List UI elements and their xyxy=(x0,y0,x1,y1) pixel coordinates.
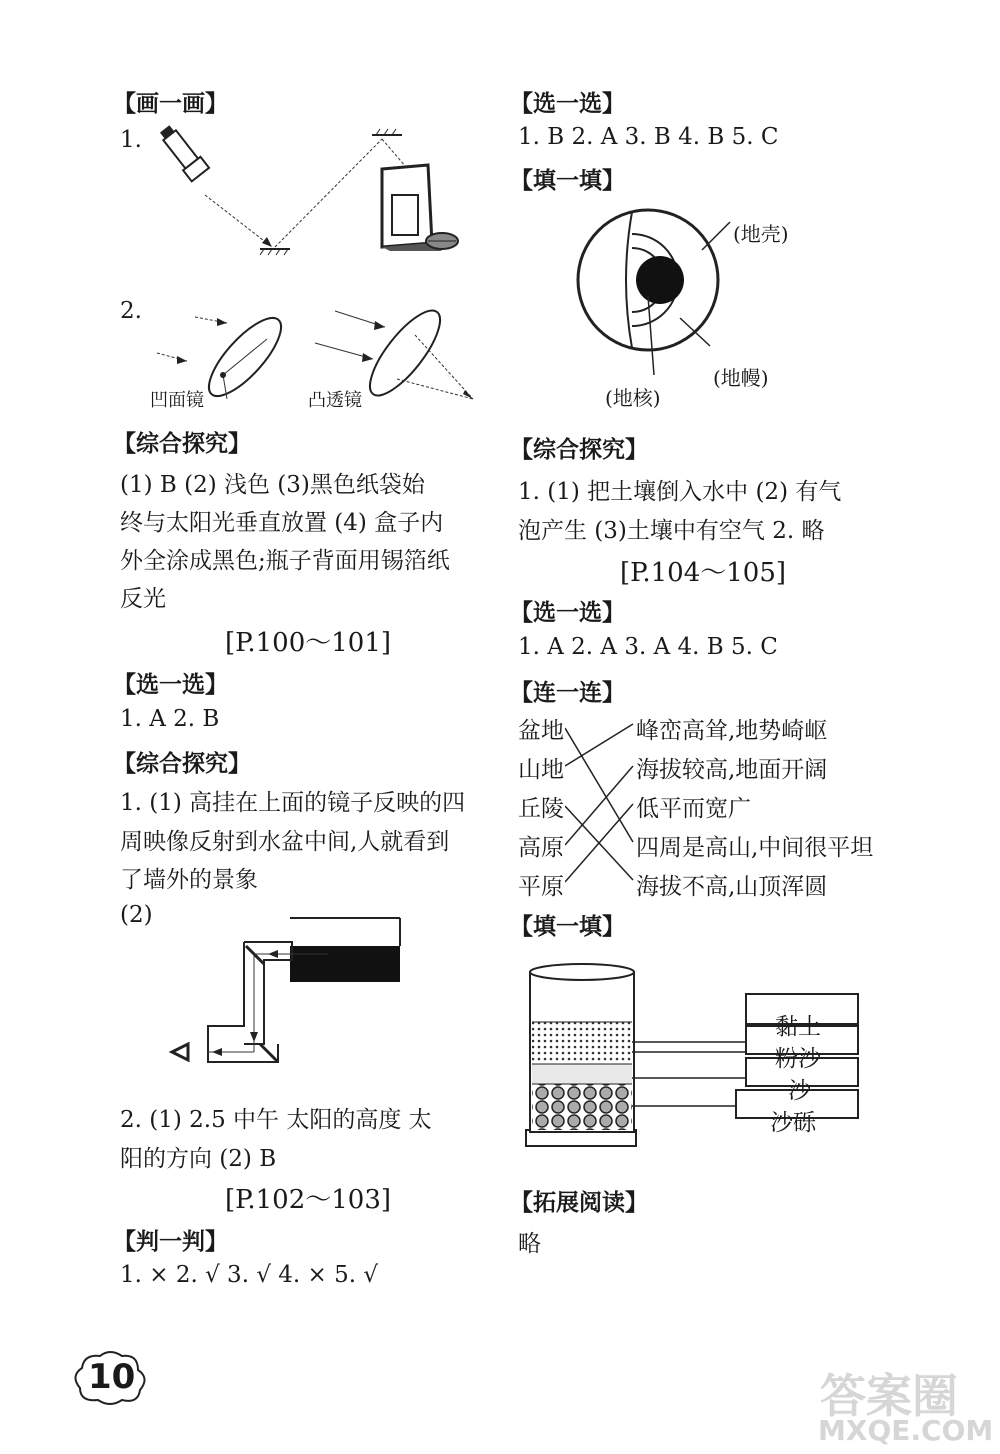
periscope-diagram xyxy=(168,912,408,1072)
heading-draw: 【画一画】 xyxy=(113,91,228,117)
reflected-ray xyxy=(275,139,382,247)
inquiry1-line-4: 反光 xyxy=(120,586,166,612)
soil-label-clay: 黏土 xyxy=(775,1014,821,1040)
judge-answers: 1. × 2. √ 3. √ 4. × 5. √ xyxy=(120,1262,379,1288)
soil-label-silt: 粉沙 xyxy=(775,1046,821,1072)
match-right-3: 低平而宽广 xyxy=(636,796,751,822)
heading-fill-right: 【填一填】 xyxy=(510,168,625,194)
inquiry2-line-3: 了墙外的景象 xyxy=(120,867,258,893)
heading-fill2-right: 【填一填】 xyxy=(510,914,625,940)
match-lines xyxy=(565,710,645,900)
inquiry1-line-1: (1) B (2) 浅色 (3)黑色纸袋始 xyxy=(120,472,425,498)
match-left-4: 高原 xyxy=(518,835,564,861)
soil-label-sand: 沙 xyxy=(788,1078,811,1104)
eye-icon xyxy=(172,1044,188,1060)
heading-choose-right: 【选一选】 xyxy=(510,91,625,117)
heading-inquiry-1: 【综合探究】 xyxy=(113,431,251,457)
inquiry1-line-2: 终与太阳光垂直放置 (4) 盒子内 xyxy=(120,510,444,536)
page-number: 10 xyxy=(88,1357,136,1397)
inquiry2-part-2: (2) xyxy=(120,902,153,928)
earth-mantle-label: (地幔) xyxy=(713,366,769,390)
heading-match: 【连一连】 xyxy=(510,680,625,706)
page-range-3: [P.104～105] xyxy=(620,558,787,588)
heading-judge: 【判一判】 xyxy=(113,1229,228,1255)
soil-label-gravel: 沙砾 xyxy=(770,1110,816,1136)
question-number-1: 1. xyxy=(120,127,142,153)
heading-extended-reading: 【拓展阅读】 xyxy=(510,1190,648,1216)
match-left-2: 山地 xyxy=(518,757,564,783)
convex-lens-label: 凸透镜 xyxy=(308,390,362,411)
match-left-3: 丘陵 xyxy=(518,796,564,822)
extended-reading-answer: 略 xyxy=(518,1231,541,1257)
inquiry2-line-2: 周映像反射到水盆中间,人就看到 xyxy=(120,829,450,855)
match-left-1: 盆地 xyxy=(518,718,564,744)
choose-answers-right: 1. B 2. A 3. B 4. B 5. C xyxy=(518,124,779,150)
match-right-2: 海拔较高,地面开阔 xyxy=(636,757,828,783)
heading-choose-left: 【选一选】 xyxy=(113,672,228,698)
inquiry2-line-4: 2. (1) 2.5 中午 太阳的高度 太 xyxy=(120,1107,432,1133)
concave-mirror-label: 凹面镜 xyxy=(150,390,204,411)
match-left-5: 平原 xyxy=(518,874,564,900)
heading-inquiry-2: 【综合探究】 xyxy=(113,751,251,777)
incident-ray xyxy=(205,195,272,247)
inquiry-right-line-1: 1. (1) 把土壤倒入水中 (2) 有气 xyxy=(518,479,842,505)
heading-choose2-right: 【选一选】 xyxy=(510,600,625,626)
question-number-2: 2. xyxy=(120,298,142,324)
page-range-2: [P.102～103] xyxy=(225,1185,392,1215)
inquiry2-line-5: 阳的方向 (2) B xyxy=(120,1146,277,1172)
solar-box-icon xyxy=(382,165,458,251)
choose-answers-left: 1. A 2. B xyxy=(120,706,220,732)
watermark-url: MXQE.COM xyxy=(818,1414,994,1447)
match-right-1: 峰峦高耸,地势崎岖 xyxy=(636,718,828,744)
inquiry1-line-3: 外全涂成黑色;瓶子背面用锡箔纸 xyxy=(120,548,450,574)
choose2-answers-right: 1. A 2. A 3. A 4. B 5. C xyxy=(518,634,778,660)
match-right-5: 海拔不高,山顶浑圆 xyxy=(636,874,828,900)
match-right-4: 四周是高山,中间很平坦 xyxy=(636,835,874,861)
earth-crust-label: (地壳) xyxy=(733,222,789,246)
page-range-1: [P.100～101] xyxy=(225,628,392,658)
earth-core-label: (地核) xyxy=(605,386,661,410)
inquiry2-line-1: 1. (1) 高挂在上面的镜子反映的四 xyxy=(120,790,466,816)
heading-inquiry-right: 【综合探究】 xyxy=(510,437,648,463)
flashlight-icon xyxy=(156,125,209,181)
watermark-logo: 答案圈 xyxy=(820,1369,958,1423)
earth-core-icon xyxy=(636,256,684,304)
reflection-diagram xyxy=(150,125,470,260)
inquiry-right-line-2: 泡产生 (3)土壤中有空气 2. 略 xyxy=(518,518,825,544)
earth-structure-diagram xyxy=(570,200,740,380)
